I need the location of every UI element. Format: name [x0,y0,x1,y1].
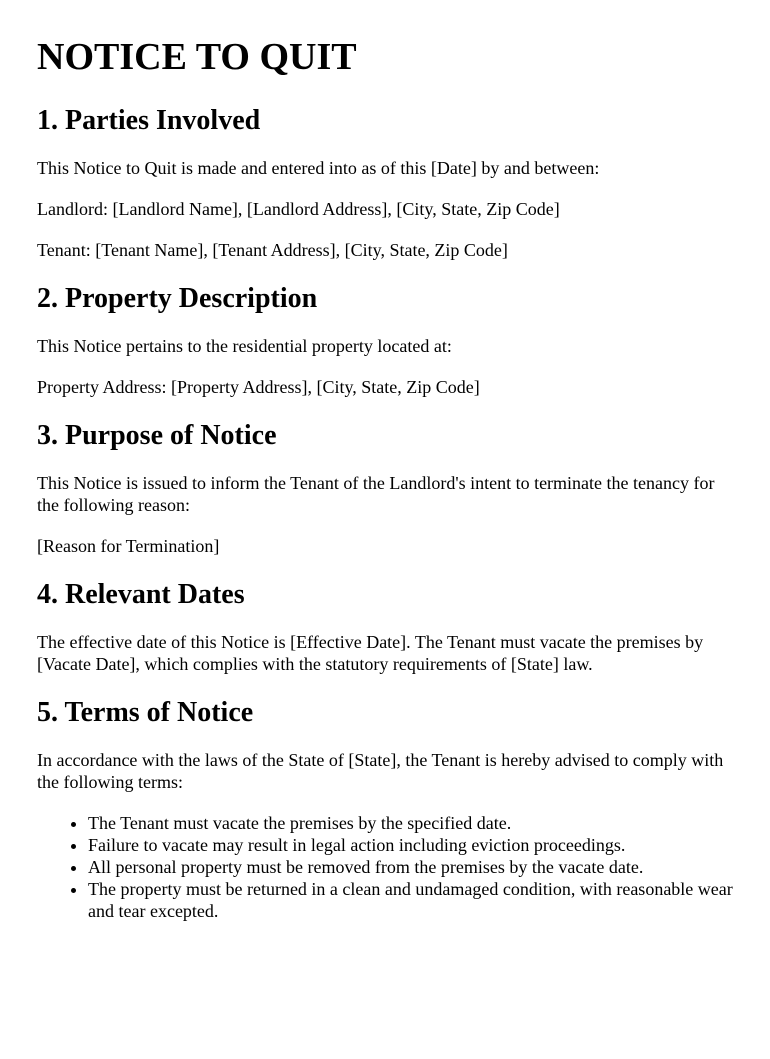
landlord-line: Landlord: [Landlord Name], [Landlord Address], [City, State, Zip Code] [37,199,560,219]
section-heading-terms: 5. Terms of Notice [37,697,254,728]
terms-list-item: • The property must be returned in a clean and undamaged condition, with reasonable wear and tear excepted. [88,878,733,922]
terms-list-item: • Failure to vacate may result in legal action including eviction proceedings. [88,834,733,856]
terms-list [37,812,733,922]
property-intro: This Notice pertains to the residential property located at: [37,336,452,356]
termination-reason: [Reason for Termination] [37,536,220,556]
document-title: NOTICE TO QUIT [37,36,357,78]
terms-intro: In accordance with the laws of the State of [State], the Tenant is hereby advised to comply with the following terms: [37,750,724,792]
parties-intro: This Notice to Quit is made and entered into as of this [Date] by and between: [37,158,600,178]
section-heading-parties: 1. Parties Involved [37,105,261,136]
dates-text: The effective date of this Notice is [Effective Date]. The Tenant must vacate the premises by [Vacate Date], which complies with the statutory requirements of [State] law. [37,632,704,674]
document-page [0,35,770,922]
section-heading-property: 2. Property Description [37,283,318,314]
property-address-line: Property Address: [Property Address], [City, State, Zip Code] [37,377,480,397]
purpose-intro: This Notice is issued to inform the Tenant of the Landlord's intent to terminate the tenancy for the following reason: [37,473,715,515]
terms-list-item: • All personal property must be removed from the premises by the vacate date. [88,856,733,878]
tenant-line: Tenant: [Tenant Name], [Tenant Address], [City, State, Zip Code] [37,240,508,260]
terms-list-item: • The Tenant must vacate the premises by the specified date. [88,812,733,834]
section-heading-dates: 4. Relevant Dates [37,579,245,610]
section-heading-purpose: 3. Purpose of Notice [37,420,277,451]
